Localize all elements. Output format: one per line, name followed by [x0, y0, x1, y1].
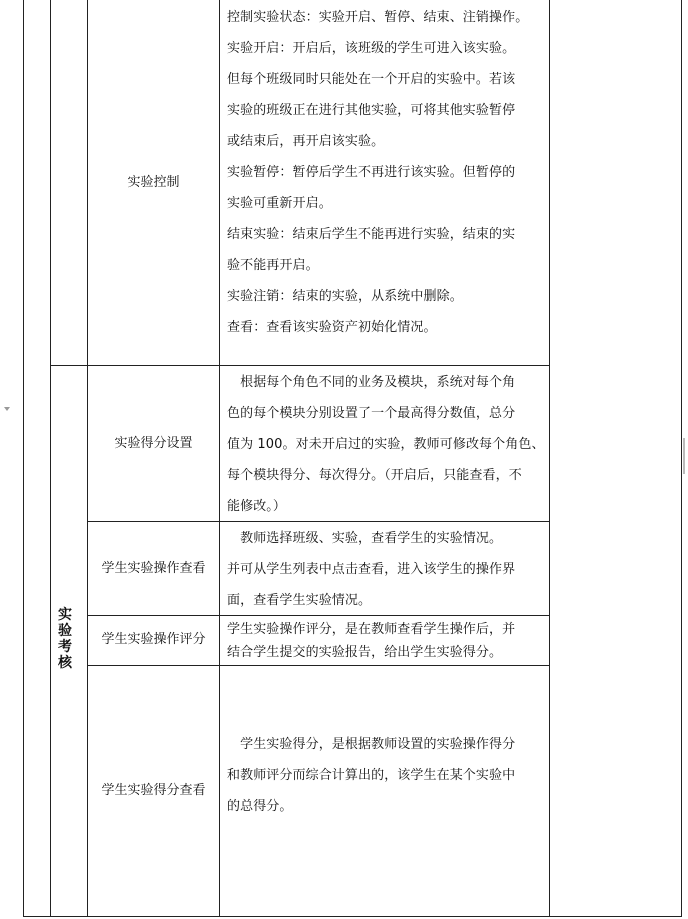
table-border-left — [23, 0, 24, 917]
section-title-char: 考 — [58, 639, 72, 655]
text-line: 查看：查看该实验资产初始化情况。 — [227, 320, 437, 335]
section-title-char: 验 — [58, 623, 72, 639]
row-label: 实验控制 — [127, 175, 180, 190]
scroll-marker — [683, 438, 685, 474]
text-line: 面，查看学生实验情况。 — [227, 593, 372, 608]
text-line: 学生实验得分，是根据教师设置的实验操作得分 — [227, 737, 516, 752]
text-line: 并可从学生列表中点击查看，进入该学生的操作界 — [227, 562, 516, 577]
row-label: 学生实验操作评分 — [101, 632, 206, 647]
text-line: 实验的班级正在进行其他实验，可将其他实验暂停 — [227, 103, 516, 118]
text-line: 但每个班级同时只能处在一个开启的实验中。若该 — [227, 72, 516, 87]
text-line: 和教师评分而综合计算出的，该学生在某个实验中 — [227, 768, 516, 783]
text-line: 控制实验状态：实验开启、暂停、结束、注销操作。 — [227, 10, 529, 25]
table-border-col2 — [87, 0, 88, 917]
row-description — [227, 618, 545, 664]
text-line: 根据每个角色不同的业务及模块，系统对每个角 — [227, 375, 516, 390]
row-description — [227, 367, 545, 522]
table-border-col1 — [50, 0, 51, 917]
section-title-vertical — [56, 607, 74, 671]
table-border-right — [681, 0, 682, 917]
text-line: 教师选择班级、实验，查看学生的实验情况。 — [227, 531, 503, 546]
text-line: 色的每个模块分别设置了一个最高得分数值，总分 — [227, 406, 516, 421]
row-label: 实验得分设置 — [114, 436, 193, 451]
text-line: 实验暂停：暂停后学生不再进行该实验。但暂停的 — [227, 165, 516, 180]
text-line: 结束实验：结束后学生不能再进行实验，结束的实 — [227, 227, 516, 242]
row-description — [227, 2, 545, 343]
table-border-col4 — [549, 0, 550, 917]
text-line: 或结束后，再开启该实验。 — [227, 134, 385, 149]
text-line: 实验注销：结束的实验，从系统中删除。 — [227, 289, 463, 304]
text-line: 实验开启：开启后，该班级的学生可进入该实验。 — [227, 41, 516, 56]
text-line: 学生实验操作评分，是在教师查看学生操作后，并 — [227, 622, 516, 637]
row-divider-4 — [87, 665, 549, 666]
table-border-bottom — [23, 916, 682, 917]
row-label: 学生实验得分查看 — [101, 783, 206, 798]
row-description — [227, 523, 545, 616]
table-border-col3 — [219, 0, 220, 917]
section-title-char: 实 — [58, 607, 72, 623]
text-line: 结合学生提交的实验报告，给出学生实验得分。 — [227, 645, 503, 660]
text-line: 能修改。） — [227, 499, 287, 514]
row-description — [227, 729, 545, 822]
text-line: 值为 100。对未开启过的实验，教师可修改每个角色、 — [227, 437, 545, 452]
collapse-triangle-icon — [4, 407, 10, 411]
text-line: 验不能再开启。 — [227, 258, 319, 273]
row-divider-1 — [50, 365, 549, 366]
text-line: 的总得分。 — [227, 799, 293, 814]
text-line: 每个模块得分、每次得分。（开启后，只能查看，不 — [227, 468, 522, 483]
text-line: 实验可重新开启。 — [227, 196, 332, 211]
section-title-char: 核 — [58, 655, 72, 671]
row-label: 学生实验操作查看 — [101, 561, 206, 576]
